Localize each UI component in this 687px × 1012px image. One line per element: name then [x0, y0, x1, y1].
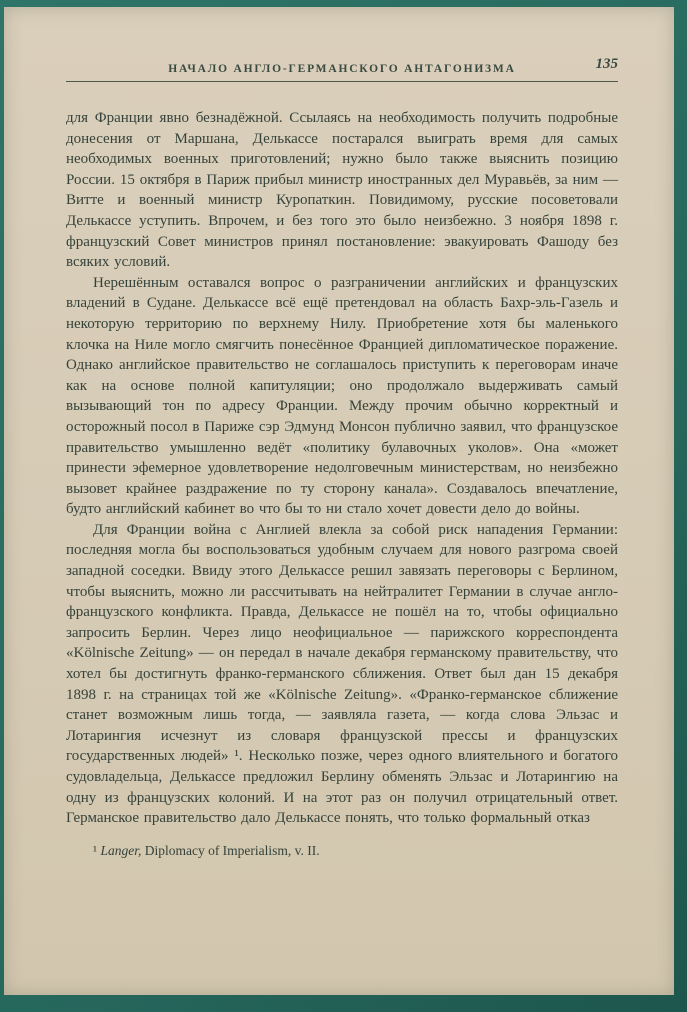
- body-text: [66, 108, 618, 829]
- paragraph-1: для Франции явно безнадёжной. Ссылаясь на необходимость получить подробные донесения от Маршана, Делькассе постарался выиграть время для самых необходимых военных приготовлений; нужно было также выяснить позицию России. 15 октября в Париж прибыл министр иностранных дел Муравьёв, за ним — Витте и военный министр Куропаткин. Повидимому, русские посоветовали Делькассе уступить. Впрочем, и без того это было неизбежно. 3 ноября 1898 г. французский Совет министров принял постановление: эвакуировать Фашоду без всяких условий.: [66, 110, 618, 271]
- page-header: [66, 56, 618, 77]
- footnote-author: Langer,: [100, 842, 142, 858]
- running-title: НАЧАЛО АНГЛО-ГЕРМАНСКОГО АНТАГОНИЗМА: [168, 63, 516, 75]
- page: [4, 7, 674, 995]
- paragraph-2: Нерешённым оставался вопрос о разграничении английских и французских владений в Судане. Делькассе всё ещё претендовал на область Бахр-эль-Газель и некоторую территорию по верхнему Нилу. Приобретение хотя бы маленького клочка на Ниле могло смягчить понесённое Францией дипломатическое поражение. Однако английское правительство не соглашалось приступить к переговорам иначе как на основе полной капитуляции; оно продолжало выдерживать самый вызывающий тон по адресу Франции. Между прочим обычно корректный и осторожный посол в Париже сэр Эдмунд Монсон публично заявил, что французское правительство умышленно ведёт «политику булавочных уколов». Она «может принести эфемерное удовлетворение недолговечным министерствам, но неизбежно вызовет крайнее раздражение по ту сторону канала». Создавалось впечатление, будто английский кабинет во что бы то ни стало хочет довести дело до войны.: [66, 274, 618, 518]
- header-rule: [66, 81, 618, 82]
- footnote: [66, 842, 618, 860]
- footnote-text: Diplomacy of Imperialism, v. II.: [141, 842, 320, 858]
- page-content: [66, 56, 618, 860]
- page-number: 135: [595, 56, 618, 72]
- paragraph-3: Для Франции война с Англией влекла за собой риск нападения Германии: последняя могла бы воспользоваться удобным случаем для нового разгрома своей западной соседки. Ввиду этого Делькассе решил завязать переговоры с Берлином, чтобы выяснить, можно ли рассчитывать на нейтралитет Германии в случае англо-французского конфликта. Правда, Делькассе не пошёл на то, чтобы официально запросить Берлин. Через лицо неофициальное — парижского корреспондента «Kölnische Zeitung» — он передал в начале декабря германскому правительству, что хотел бы достигнуть франко-германского сближения. Ответ был дан 15 декабря 1898 г. на страницах той же «Kölnische Zeitung». «Франко-германское сближение станет возможным лишь тогда, — заявляла газета, — когда слова Эльзас и Лотарингия исчезнут из словаря французской прессы и французских государственных людей» ¹. Несколько позже, через одного влиятельного и богатого судовладельца, Делькассе предложил Берлину обменять Эльзас и Лотарингию на одну из французских колоний. И на этот раз он получил отрицательный ответ. Германское правительство дало Делькассе понять, что только формальный отказ: [66, 521, 618, 827]
- footnote-marker: ¹: [93, 842, 101, 858]
